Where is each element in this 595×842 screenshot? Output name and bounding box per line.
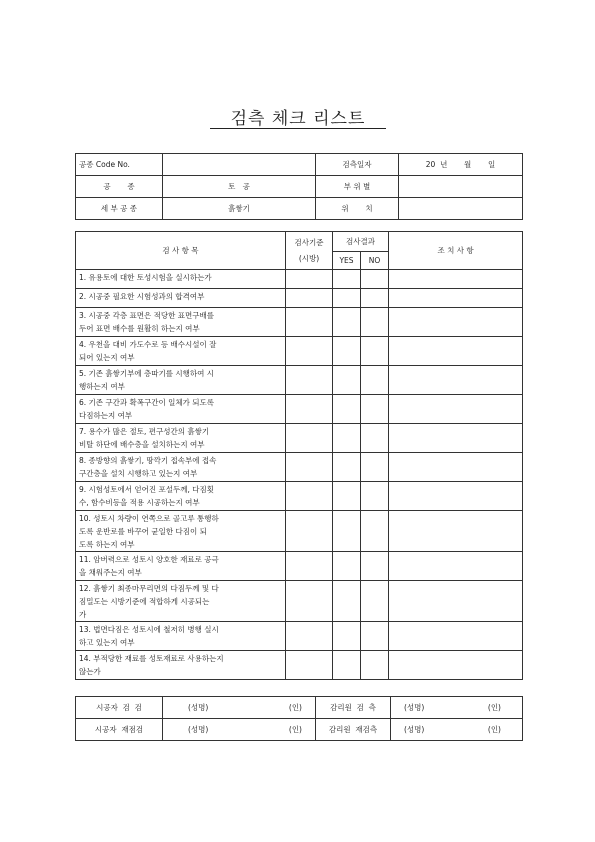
signature-table [75, 696, 523, 741]
location-field[interactable] [399, 198, 523, 220]
yes-cell[interactable] [333, 270, 361, 289]
action-cell[interactable] [389, 289, 523, 308]
action-cell[interactable] [389, 453, 523, 482]
no-cell[interactable] [361, 511, 389, 552]
check-row [76, 581, 523, 622]
code-label: 공종 Code No. [76, 154, 163, 176]
check-item-text: 3. 시공중 각층 표면은 적당한 표면구배를 두어 표면 배수를 원활히 하는지 여부 [76, 308, 286, 337]
check-item-text: 11. 암버력으로 성토시 양호한 재료로 공극 을 채워주는지 여부 [76, 552, 286, 581]
action-cell[interactable] [389, 366, 523, 395]
criteria-cell[interactable] [286, 289, 333, 308]
check-row [76, 337, 523, 366]
date-field[interactable] [399, 154, 523, 176]
check-item-text: 2. 시공중 필요한 시험성과의 합격여부 [76, 289, 286, 308]
criteria-cell[interactable] [286, 482, 333, 511]
name-label: (성명) [404, 725, 425, 734]
contractor-reinspect-sign[interactable] [163, 719, 316, 741]
page-title: 검측 체크 리스트 [230, 109, 366, 129]
yes-cell[interactable] [333, 395, 361, 424]
check-row [76, 622, 523, 651]
criteria-cell[interactable] [286, 270, 333, 289]
date-year: 20 [425, 160, 436, 169]
yes-cell[interactable] [333, 453, 361, 482]
criteria-cell[interactable] [286, 337, 333, 366]
date-month-unit: 월 [464, 160, 472, 169]
date-year-unit: 년 [440, 160, 448, 169]
header-criteria [286, 232, 333, 270]
header-criteria-label: 검사기준 [294, 237, 324, 247]
criteria-cell[interactable] [286, 395, 333, 424]
check-item-text: 5. 기존 흙쌓기부에 층따기를 시행하여 시 행하는지 여부 [76, 366, 286, 395]
check-row [76, 651, 523, 680]
trade-label: 공 종 [76, 176, 163, 198]
check-row [76, 289, 523, 308]
no-cell[interactable] [361, 308, 389, 337]
check-item-text: 14. 부적당한 재료를 성토재료로 사용하는지 않는가 [76, 651, 286, 680]
checklist-table [75, 231, 523, 680]
check-row [76, 424, 523, 453]
header-action: 조 치 사 항 [389, 232, 523, 270]
check-row [76, 482, 523, 511]
no-cell[interactable] [361, 622, 389, 651]
check-row [76, 366, 523, 395]
criteria-cell[interactable] [286, 552, 333, 581]
action-cell[interactable] [389, 395, 523, 424]
no-cell[interactable] [361, 552, 389, 581]
yes-cell[interactable] [333, 622, 361, 651]
name-label: (성명) [188, 725, 209, 734]
seal-label: (인) [288, 703, 302, 712]
part-field[interactable] [399, 176, 523, 198]
supervisor-inspect-label: 감리원 검 측 [316, 697, 391, 719]
check-item-text: 7. 용수가 많은 절토, 편구성간의 흙쌓기 비탈 하단에 배수층을 설치하는지 여부 [76, 424, 286, 453]
no-cell[interactable] [361, 366, 389, 395]
yes-cell[interactable] [333, 366, 361, 395]
criteria-cell[interactable] [286, 581, 333, 622]
no-cell[interactable] [361, 289, 389, 308]
seal-label: (인) [487, 725, 501, 734]
action-cell[interactable] [389, 424, 523, 453]
info-table [75, 153, 523, 220]
header-criteria-sub: (시방) [298, 253, 320, 263]
criteria-cell[interactable] [286, 424, 333, 453]
action-cell[interactable] [389, 337, 523, 366]
yes-cell[interactable] [333, 337, 361, 366]
header-item: 검 사 항 목 [76, 232, 286, 270]
name-label: (성명) [188, 703, 209, 712]
subtrade-label: 세 부 공 종 [76, 198, 163, 220]
location-label: 위 치 [316, 198, 399, 220]
action-cell[interactable] [389, 270, 523, 289]
action-cell[interactable] [389, 511, 523, 552]
check-item-text: 4. 우천을 대비 가도수로 등 배수시설이 잘 되어 있는지 여부 [76, 337, 286, 366]
check-item-text: 8. 종방향의 흙쌓기, 땅깍기 접속부에 접속 구간층을 설치 시행하고 있는지 여부 [76, 453, 286, 482]
date-day-unit: 일 [487, 160, 496, 169]
check-item-text: 1. 유용토에 대한 토성시험을 실시하는가 [76, 270, 286, 289]
part-label: 부 위 별 [316, 176, 399, 198]
check-rows [76, 270, 523, 680]
subtrade-value[interactable]: 흙쌓기 [163, 198, 316, 220]
no-cell[interactable] [361, 453, 389, 482]
action-cell[interactable] [389, 308, 523, 337]
no-cell[interactable] [361, 581, 389, 622]
yes-cell[interactable] [333, 289, 361, 308]
criteria-cell[interactable] [286, 511, 333, 552]
action-cell[interactable] [389, 581, 523, 622]
supervisor-inspect-sign[interactable] [391, 697, 523, 719]
header-result: 검사결과 [333, 232, 389, 252]
check-row [76, 511, 523, 552]
check-row [76, 308, 523, 337]
contractor-inspect-label: 시공자 검 검 [76, 697, 163, 719]
header-yes: YES [333, 252, 361, 270]
action-cell[interactable] [389, 622, 523, 651]
no-cell[interactable] [361, 482, 389, 511]
check-item-text: 6. 기존 구간과 확폭구간이 일체가 되도록 다짐하는지 여부 [76, 395, 286, 424]
yes-cell[interactable] [333, 308, 361, 337]
supervisor-reinspect-sign[interactable] [391, 719, 523, 741]
name-label: (성명) [404, 703, 425, 712]
criteria-cell[interactable] [286, 453, 333, 482]
yes-cell[interactable] [333, 581, 361, 622]
criteria-cell[interactable] [286, 366, 333, 395]
date-label: 검측일자 [316, 154, 399, 176]
action-cell[interactable] [389, 552, 523, 581]
check-item-text: 12. 흙쌓기 최종마무리면의 다짐두께 및 다 짐밀도는 시방기준에 적합하게 시공되는 가 [76, 581, 286, 622]
no-cell[interactable] [361, 651, 389, 680]
seal-label: (인) [288, 725, 302, 734]
supervisor-reinspect-label: 감리원 재검측 [316, 719, 391, 741]
seal-label: (인) [487, 703, 501, 712]
code-field[interactable] [163, 154, 316, 176]
no-cell[interactable] [361, 424, 389, 453]
criteria-cell[interactable] [286, 308, 333, 337]
header-no: NO [361, 252, 389, 270]
action-cell[interactable] [389, 482, 523, 511]
check-item-text: 9. 시험성토에서 얻어진 포설두께, 다짐횟 수, 함수비등을 적용 시공하는지 여부 [76, 482, 286, 511]
check-row [76, 395, 523, 424]
trade-value[interactable]: 토 공 [163, 176, 316, 198]
title-underline [210, 128, 386, 129]
action-cell[interactable] [389, 651, 523, 680]
no-cell[interactable] [361, 337, 389, 366]
check-row [76, 270, 523, 289]
yes-cell[interactable] [333, 651, 361, 680]
contractor-reinspect-label: 시공자 재점검 [76, 719, 163, 741]
check-row [76, 552, 523, 581]
criteria-cell[interactable] [286, 651, 333, 680]
contractor-inspect-sign[interactable] [163, 697, 316, 719]
criteria-cell[interactable] [286, 622, 333, 651]
check-row [76, 453, 523, 482]
check-item-text: 13. 법면다짐은 성토시에 철저히 병행 실시 하고 있는지 여부 [76, 622, 286, 651]
yes-cell[interactable] [333, 424, 361, 453]
no-cell[interactable] [361, 395, 389, 424]
yes-cell[interactable] [333, 482, 361, 511]
yes-cell[interactable] [333, 511, 361, 552]
check-item-text: 10. 성토시 차량이 연쪽으로 골고루 통행하 도록 운반로를 바꾸어 균일한 다짐이 되 도록 하는지 여부 [76, 511, 286, 552]
no-cell[interactable] [361, 270, 389, 289]
yes-cell[interactable] [333, 552, 361, 581]
